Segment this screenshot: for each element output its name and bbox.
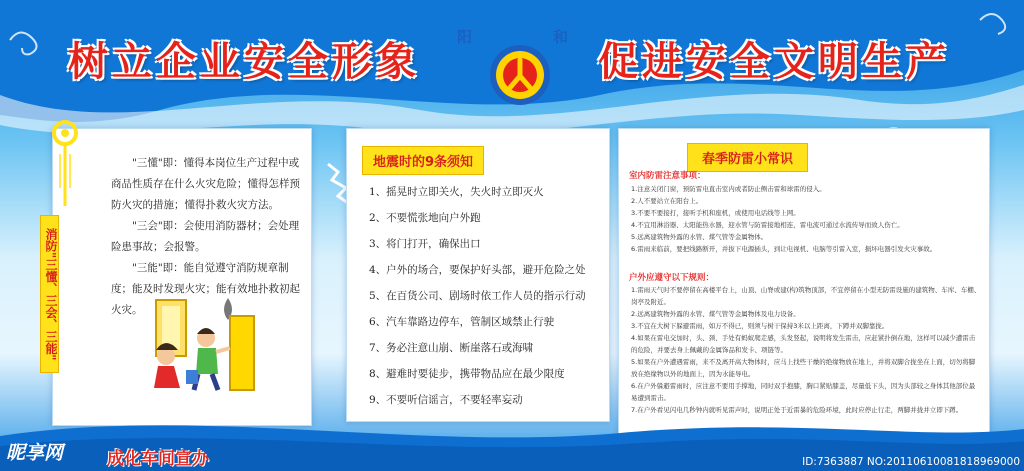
earthquake-panel-title: 地震时的9条须知	[362, 146, 484, 175]
page-title-right: 促进安全文明生产	[598, 38, 950, 85]
outdoor-rules-list	[631, 284, 981, 416]
list-item: 5.如果在户外遭遇雷雨，来不及离开高大物体时，应马上找些干燥的绝缘物放在地上，并将双脚合拢坐在上面，切勿将脚放在绝缘物以外的地面上，因为水能导电。	[631, 358, 976, 378]
list-item: 2.远离建筑物外露的水管、煤气管等金属物体及电力设备。	[631, 310, 800, 318]
lightning-safety-panel	[618, 128, 990, 434]
outdoor-section-title: 户外应遵守以下规则：	[629, 273, 715, 283]
list-item: 6.在户外躲避雷雨时，应注意不要用手撑地，同时双手抱膝，胸口紧贴膝盖，尽量低下头，因为头部较之身体其他部位最易遭到雷击。	[631, 382, 976, 402]
earthquake-list	[369, 179, 601, 413]
list-item: 6.雷雨来临前，要把线路断开，并拔下电源插头，到让电视机、电脑等引雷入室，损坏电器引发火灾事故。	[631, 245, 937, 253]
list-item: 3.不要不要接打，接听手机和座机，或使用电话线等上网。	[631, 209, 800, 217]
list-item: 4.不宜用淋浴器、太阳能热水器，迎水管与防雷接地相连，雷电流可通过水流传导而致人伤亡。	[631, 221, 904, 229]
indoor-section-title: 室内防雷注意事项：	[629, 171, 706, 181]
list-item: 2.人不要站立在阳台上。	[631, 197, 703, 205]
list-item: 4、户外的场合，要保护好头部，避开危险之处	[369, 264, 586, 276]
logo-text-right: 和	[553, 28, 569, 46]
paragraph-three-able: "三能"即：能自觉遵守消防规章制度；能及时发现火灾；能有效地扑救初起火灾。	[111, 262, 300, 316]
list-item: 3、将门打开，确保出口	[369, 238, 481, 250]
decorative-ring-icon	[48, 118, 82, 208]
list-item: 1.雷雨天气时不要停留在高楼平台上，山顶、山脊或建(构)筑物顶部，不宜停留在小型无防雷设施的建筑物、车库、车棚、岗亭及附近。	[631, 286, 981, 306]
list-item: 7.在户外看见闪电几秒钟内就听见雷声时，说明正处于近雷暴的危险环境，此时应停止行走，两脚并拢并立即下蹲。	[631, 406, 963, 414]
list-item: 9、不要听信谣言，不要轻率妄动	[369, 394, 523, 406]
list-item: 1、摇晃时立即关火，失火时立即灭火	[369, 186, 544, 198]
list-item: 5、在百货公司、剧场时依工作人员的指示行动	[369, 290, 586, 302]
fire-safety-sidebar-label: 消防"三懂、三会、三能"	[40, 215, 59, 373]
paragraph-three-understand: "三懂"即：懂得本岗位生产过程中或商品性质存在什么火灾危险；懂得怎样预防火灾的措施；懂得扑救火灾方法。	[111, 157, 300, 211]
list-item: 4.如果在雷电交加时，头、颈、手处有蚂蚁爬走感，头发竖起，说明将发生雷击，应赶紧扑倒在地，这样可以减少遭雷击的危险，并要去身上佩戴的金属饰品和发卡、项链等。	[631, 334, 976, 354]
company-logo	[470, 40, 570, 110]
list-item: 1.注意关闭门窗，预防雷电直击室内或者防止侧击雷和球雷的侵入。	[631, 185, 826, 193]
watermark-logo: 昵享网	[6, 442, 64, 464]
paragraph-three-can: "三会"即：会使用消防器材；会处理险患事故；会报警。	[111, 220, 300, 253]
logo-text-left: 阳	[457, 28, 473, 46]
page-title-left: 树立企业安全形象	[68, 38, 420, 85]
image-id-label: ID:7363887 NO:20110610081818969000	[802, 456, 1020, 468]
list-item: 7、务必注意山崩、断崖落石或海啸	[369, 342, 534, 354]
list-item: 3.不宜在大树下躲避雷雨，如万不得已，则须与树干保持3米以上距离，下蹲并双脚靠拢。	[631, 322, 889, 330]
list-item: 8、避难时要徒步，携带物品应在最少限度	[369, 368, 565, 380]
list-item: 5.远离建筑物外露的水管、煤气管等金属物体。	[631, 233, 768, 241]
list-item: 6、汽车靠路边停车，管制区域禁止行驶	[369, 316, 555, 328]
organizer-label: 成化车间宣办	[107, 449, 209, 469]
lightning-panel-title: 春季防雷小常识	[687, 143, 808, 172]
fire-escape-cartoon	[150, 296, 260, 394]
list-item: 2、不要慌张地向户外跑	[369, 212, 481, 224]
indoor-rules-list	[631, 183, 981, 255]
earthquake-panel	[346, 128, 610, 422]
